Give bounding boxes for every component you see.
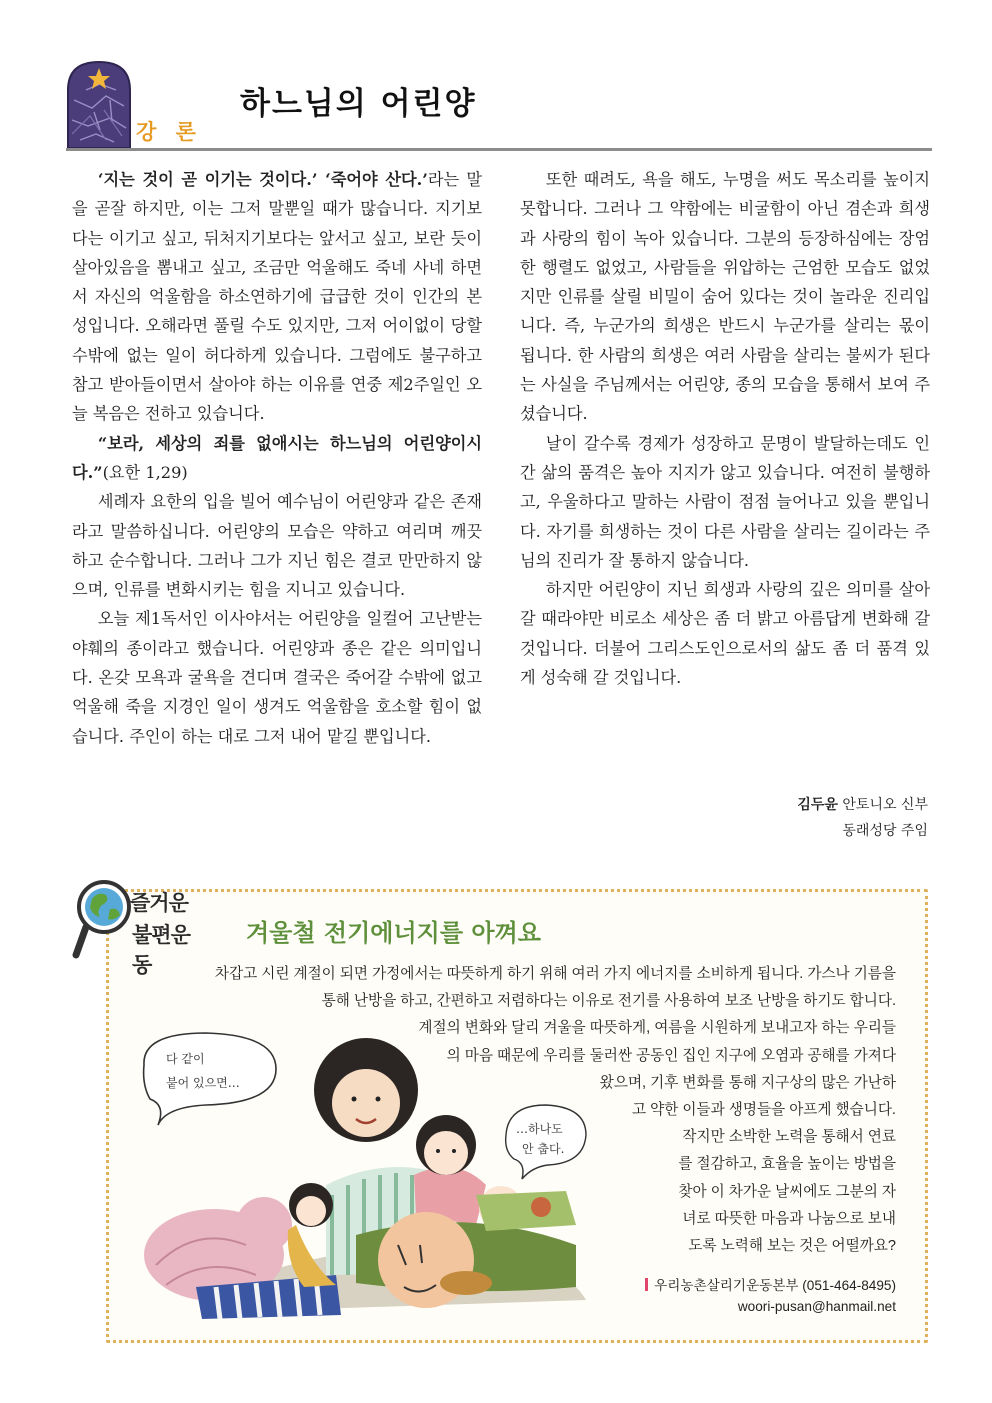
campaign-line: 고 약한 이들과 생명들을 아프게 했습니다. <box>632 1102 896 1119</box>
author-name: 김두윤 <box>797 797 838 813</box>
section-label: 강 론 <box>136 120 202 144</box>
paragraph: 오늘 제1독서인 이사야서는 어린양을 일컬어 고난받는 야훼의 종이라고 했습니다. 어린양과 종은 같은 의미입니다. 온갖 모욕과 굴욕을 견디며 결국은 죽어갈 수밖에 없고 억울해 죽을 지경인 일이 생겨도 억울함을 호소할 힘이 없습니다. 주인이 하는 대로 그저 내어 맡길 뿐입니다. <box>72 609 482 746</box>
scripture-quote: “보라, 세상의 죄를 없애시는 하느님의 어린양이시다.” <box>72 433 482 482</box>
campaign-line: 차갑고 시린 계절이 되면 가정에서는 따뜻하게 하기 위해 여러 가지 에너지를 소비하게 됩니다. 가스나 기름을 <box>214 966 896 982</box>
logo-text: 즐거운 <box>130 891 188 915</box>
paragraph: 세례자 요한의 입을 빌어 예수님이 어린양과 같은 존재라고 말씀하십니다. 어린양의 모습은 약하고 여리며 깨끗하고 순수합니다. 그러나 그가 지닌 힘은 결코 만만하지 않으며, 인류를 변화시키는 힘을 지니고 있습니다. <box>72 492 482 600</box>
author-role: 동래성당 주임 <box>842 823 928 839</box>
campaign-line: 왔으며, 기후 변화를 통해 지구상의 많은 가난하 <box>599 1074 896 1091</box>
campaign-line: 를 절감하고, 효율을 높이는 방법을 <box>678 1156 896 1173</box>
stained-glass-star-icon <box>66 60 132 148</box>
author-title: 안토니오 신부 <box>842 797 928 813</box>
paragraph <box>72 429 482 488</box>
campaign-line: 녀로 따뜻한 마음과 나눔으로 보내 <box>682 1210 896 1227</box>
campaign-line: 작지만 소박한 노력을 통해서 연료 <box>682 1129 896 1146</box>
contact-info <box>645 1275 896 1317</box>
quote-text: ‘지는 것이 곧 이기는 것이다.’ ‘죽어야 산다.’ <box>97 170 428 189</box>
bubble-text: 붙어 있으면… <box>166 1076 240 1090</box>
contact-email: woori-pusan@hanmail.net <box>737 1299 896 1314</box>
paragraph-text: 라는 말을 곧잘 하지만, 이는 그저 말뿐일 때가 많습니다. 지기보다는 이기고 싶고, 뒤처지기보다는 앞서고 싶고, 보란 듯이 살아있음을 뽐내고 싶고, 조금만 억울해도 죽네 사네 하면서 자신의 억울함을 하소연하기에 급급한 것이 인간의 본성입니다. 오해라면 풀릴 수도 있지만, 그저 어이없이 당할 수밖에 없는 일이 허다하게 있습니다. 그럼에도 불구하고 참고 받아들이면서 살아야 하는 이유를 연중 제2주일인 오늘 복음은 전하고 있습니다. <box>72 170 482 424</box>
article-header <box>66 58 932 154</box>
bubble-text: …하나도 <box>516 1122 563 1136</box>
paragraph: 하지만 어린양이 지닌 희생과 사랑의 깊은 의미를 살아갈 때라야만 비로소 세상은 좀 더 밝고 아름답게 변화해 갈 것입니다. 더불어 그리스도인으로서의 삶도 좀 더 품격 있게 성숙해 갈 것입니다. <box>520 580 930 688</box>
family-illustration <box>136 1025 606 1320</box>
paragraph <box>72 165 482 429</box>
article-column-right <box>520 165 930 692</box>
campaign-line: 도록 노력해 보는 것은 어떨까요? <box>688 1238 896 1255</box>
campaign-box <box>64 875 926 1340</box>
bubble-text: 안 춥다. <box>522 1142 565 1156</box>
campaign-line: 계절의 변화와 달리 겨울을 따뜻하게, 여름을 시원하게 보내고자 하는 우리들 <box>418 1020 896 1037</box>
paragraph: 날이 갈수록 경제가 성장하고 문명이 발달하는데도 인간 삶의 품격은 높아 지지가 않고 있습니다. 여전히 불행하고, 우울하다고 말하는 사람이 점점 늘어나고 있을 뿐입니다. 자기를 희생하는 것이 다른 사람을 살리는 길이라는 주님의 진리가 잘 통하지 않습니다. <box>520 433 930 570</box>
campaign-line: 찾아 이 차가운 날씨에도 그분의 자 <box>678 1183 896 1200</box>
bubble-text: 다 같이 <box>166 1052 205 1066</box>
header-divider <box>66 148 932 151</box>
paragraph: 또한 때려도, 욕을 해도, 누명을 써도 목소리를 높이지 못합니다. 그러나 그 약함에는 비굴함이 아닌 겸손과 희생과 사랑의 힘이 녹아 있습니다. 그분의 등장하심에는 장엄한 행렬도 없었고, 사람들을 위압하는 근엄한 모습도 없었지만 인류를 살릴 비밀이 숨어 있다는 것이 놀라운 진리입니다. 즉, 누군가의 희생은 반드시 누군가를 살리는 몫이 됩니다. 한 사람의 희생은 여러 사람을 살리는 불씨가 된다는 사실을 주님께서는 어린양, 종의 모습을 통해서 보여 주셨습니다. <box>520 170 930 424</box>
scripture-reference: (요한 1,29) <box>102 462 188 482</box>
page-title: 하느님의 어린양 <box>240 86 477 122</box>
campaign-line: 통해 난방을 하고, 간편하고 저렴하다는 이유로 전기를 사용하여 보조 난방을 하기도 합니다. <box>321 993 896 1010</box>
author-byline <box>797 792 928 844</box>
article-column-left <box>72 165 482 751</box>
campaign-title: 겨울철 전기에너지를 아껴요 <box>246 919 541 947</box>
campaign-line: 의 마음 때문에 우리를 둘러싼 공동인 집인 지구에 오염과 공해를 가져다 <box>446 1047 896 1064</box>
campaign-logo <box>72 877 204 977</box>
contact-org: 우리농촌살리기운동본부 (051-464-8495) <box>654 1278 896 1293</box>
logo-text: 불편운동 <box>132 923 190 977</box>
accent-bar <box>645 1278 648 1291</box>
